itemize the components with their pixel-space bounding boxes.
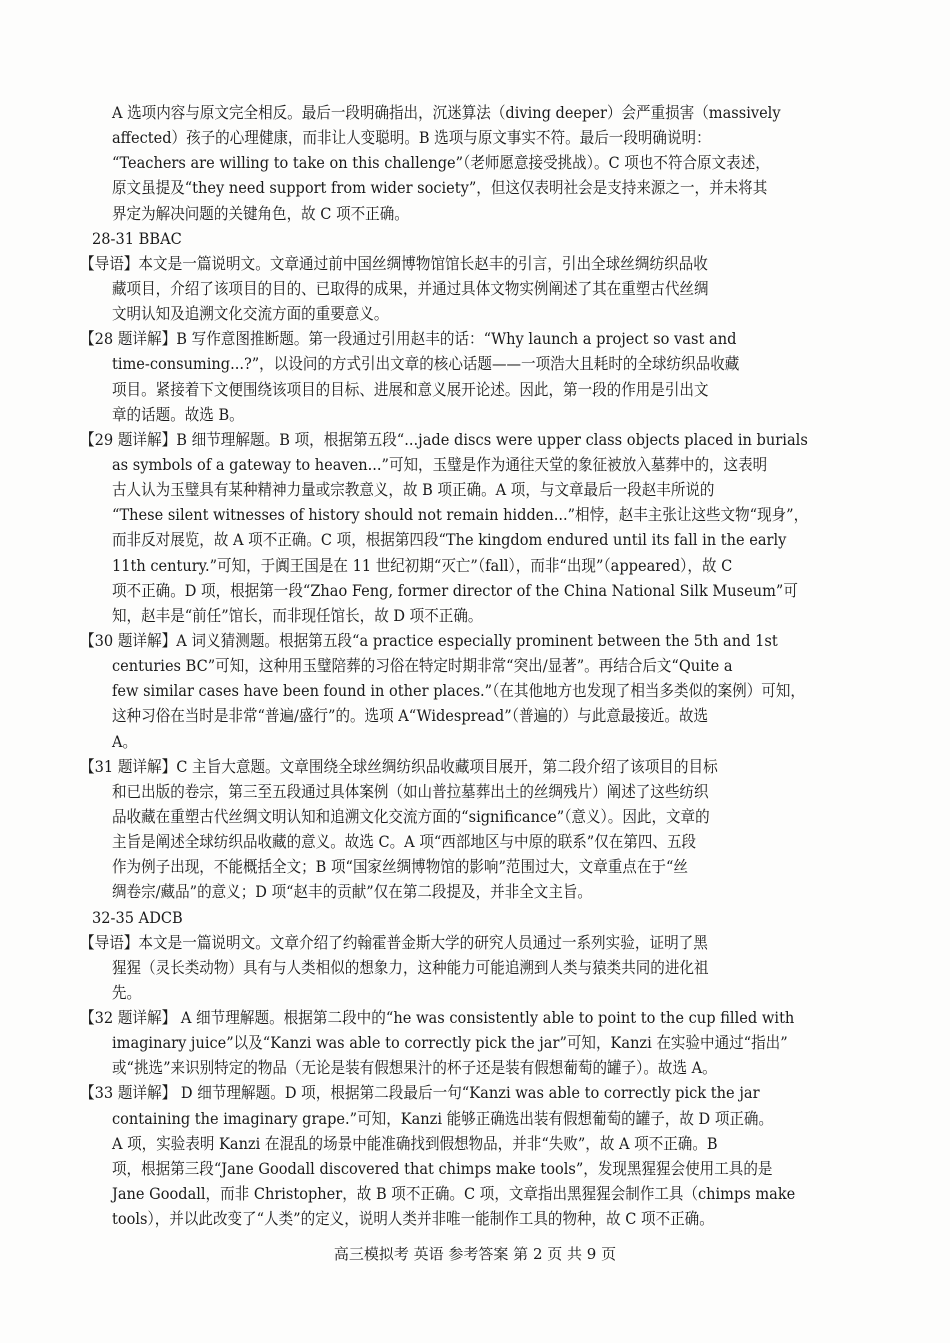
text-line: 界定为解决问题的关键角色，故 C 项不正确。 bbox=[112, 203, 409, 223]
text-line: imaginary juice”以及“Kanzi was able to correctly pick the jar”可知，Kanzi 在实验中通过“指出” bbox=[112, 1033, 788, 1053]
text-line: A 项，实验表明 Kanzi 在混乱的场景中能准确找到假想物品，并非“失败”，故 A 项不正确。B bbox=[112, 1133, 718, 1153]
text-line: 【32 题详解】 A 细节理解题。根据第二段中的“he was consistently able to point to the cup filled with bbox=[80, 1008, 795, 1028]
text-line: 猩猩（灵长类动物）具有与人类相似的想象力，这种能力可能追溯到人类与猿类共同的进化祖 bbox=[112, 957, 709, 977]
text-line: 章的话题。故选 B。 bbox=[112, 404, 244, 424]
text-line: A 选项内容与原文完全相反。最后一段明确指出，沉迷算法（diving deeper）会严重损害（massively bbox=[112, 103, 781, 122]
text-line: 项不正确。D 项，根据第一段“Zhao Feng, former director of the China National Silk Museum”可 bbox=[112, 580, 798, 600]
text-line: 【导语】本文是一篇说明文。文章通过前中国丝绸博物馆馆长赵丰的引言，引出全球丝绸纺织品收 bbox=[80, 253, 708, 273]
text-line: Jane Goodall，而非 Christopher，故 B 项不正确。C 项，文章指出黑猩猩会制作工具（chimps make bbox=[112, 1184, 796, 1204]
text-line: centuries BC”可知，这种用玉璧陪葬的习俗在特定时期非常“突出/显著”。再结合后文“Quite a bbox=[112, 656, 733, 676]
text-line: “These silent witnesses of history should not remain hidden...”相悖，赵丰主张让这些文物“现身”， bbox=[112, 505, 809, 525]
text-line: “Teachers are willing to take on this challenge”（老师愿意接受挑战）。C 项也不符合原文表述， bbox=[112, 153, 770, 173]
text-line: 或“挑选”来识别特定的物品（无论是装有假想果汁的杯子还是装有假想葡萄的罐子）。故选 A。 bbox=[112, 1058, 717, 1078]
text-line: 11th century.”可知，于阗王国是在 11 世纪初期“灭亡”（fall），而非“出现”（appeared），故 C bbox=[112, 555, 733, 575]
text-line: 和已出版的卷宗，第三至五段通过具体案例（如山普拉墓葬出土的丝绸残片）阐述了这些纺织 bbox=[112, 781, 709, 801]
text-line: 这种习俗在当时是非常“普遍/盛行”的。选项 A“Widespread”（普遍的）与此意最接近。故选 bbox=[112, 706, 709, 726]
text-line: 【31 题详解】C 主旨大意题。文章围绕全球丝绸纺织品收藏项目展开，第二段介绍了该项目的目标 bbox=[80, 756, 718, 776]
text-line: 古人认为玉璧具有某种精神力量或宗教意义，故 B 项正确。A 项，与文章最后一段赵丰所说的 bbox=[112, 480, 715, 500]
text-line: 先。 bbox=[112, 982, 142, 1002]
text-line: tools），并以此改变了“人类”的定义，说明人类并非唯一能制作工具的物种，故 C 项不正确。 bbox=[112, 1209, 714, 1229]
text-line: 文明认知及追溯文化交流方面的重要意义。 bbox=[112, 304, 389, 324]
text-line: time-consuming...?”，以设问的方式引出文章的核心话题——一项浩大且耗时的全球纺织品收藏 bbox=[112, 354, 740, 374]
text-line: 绸卷宗/藏品”的意义；D 项“赵丰的贡献”仅在第二段提及，并非全文主旨。 bbox=[112, 882, 592, 902]
text-line: 【28 题详解】B 写作意图推断题。第一段通过引用赵丰的话：“Why launch a project so vast and bbox=[80, 329, 737, 349]
text-line: 【29 题详解】B 细节理解题。B 项，根据第五段“...jade discs were upper class objects placed in burials bbox=[80, 429, 808, 449]
text-line: 主旨是阐述全球纺织品收藏的意义。故选 C。A 项“西部地区与中原的联系”仅在第四、五段 bbox=[112, 832, 697, 852]
text-line: 品收藏在重塑古代丝绸文明认知和追溯文化交流方面的“significance”（意义）。因此，文章的 bbox=[112, 806, 710, 826]
text-line: 项目。紧接着下文便围绕该项目的目标、进展和意义展开论述。因此，第一段的作用是引出文 bbox=[112, 379, 709, 399]
page-footer: 高三模拟考 英语 参考答案 第 2 页 共 9 页 bbox=[333, 1245, 617, 1263]
text-line: A。 bbox=[112, 731, 138, 751]
text-line: 作为例子出现，不能概括全文；B 项“国家丝绸博物馆的影响”范围过大，文章重点在于“丝 bbox=[112, 857, 688, 877]
text-line: 藏项目，介绍了该项目的目的、已取得的成果，并通过具体文物实例阐述了其在重塑古代丝绸 bbox=[112, 278, 709, 298]
text-line: 【30 题详解】A 词义猜测题。根据第五段“a practice especially prominent between the 5th and 1st bbox=[80, 630, 778, 650]
text-line: few similar cases have been found in other places.”（在其他地方也发现了相当多类似的案例）可知， bbox=[112, 681, 805, 701]
text-line: affected）孩子的心理健康，而非让人变聪明。B 选项与原文事实不符。最后一段明确说明： bbox=[112, 128, 711, 148]
text-line: 【导语】本文是一篇说明文。文章介绍了约翰霍普金斯大学的研究人员通过一系列实验，证明了黑 bbox=[80, 932, 708, 952]
text-line: 32-35 ADCB bbox=[92, 907, 183, 927]
text-line: as symbols of a gateway to heaven...”可知，玉璧是作为通往天堂的象征被放入墓葬中的，这表明 bbox=[112, 454, 768, 474]
text-line: containing the imaginary grape.”可知，Kanzi 能够正确选出装有假想葡萄的罐子，故 D 项正确。 bbox=[112, 1108, 774, 1128]
text-line: 而非反对展览，故 A 项不正确。C 项，根据第四段“The kingdom endured until its fall in the early bbox=[112, 530, 787, 550]
text-line: 项，根据第三段“Jane Goodall discovered that chimps make tools”，发现黑猩猩会使用工具的是 bbox=[112, 1158, 773, 1178]
answer-explanations bbox=[0, 100, 950, 1231]
text-line: 知，赵丰是“前任”馆长，而非现任馆长，故 D 项不正确。 bbox=[112, 605, 483, 625]
text-line: 28-31 BBAC bbox=[92, 228, 182, 248]
text-line: 【33 题详解】 D 细节理解题。D 项，根据第二段最后一句“Kanzi was able to correctly pick the jar bbox=[80, 1083, 760, 1103]
text-line: 原文虽提及“they need support from wider society”，但这仅表明社会是支持来源之一，并未将其 bbox=[112, 178, 768, 198]
